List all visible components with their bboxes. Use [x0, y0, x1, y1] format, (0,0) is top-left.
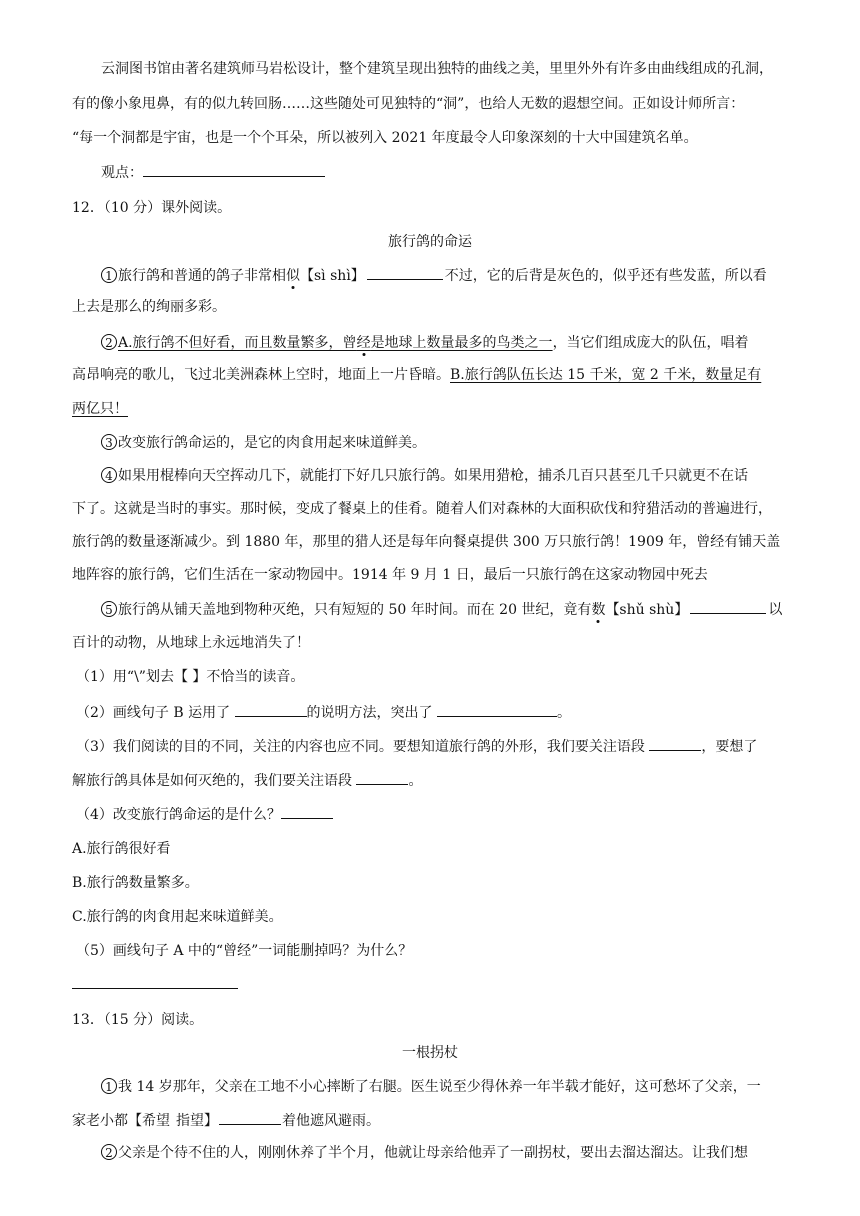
q12-p4-line-1 [101, 466, 841, 486]
q12-sub-2-text: （2）画线句子 B 运用了 [76, 705, 235, 721]
q12-option-a: A.旅行鸽很好看 [72, 841, 171, 857]
sentence-b-part-1: B.旅行鸽队伍长达 15 千米，宽 2 千米，数量足有 [450, 367, 762, 383]
q13-p1-blank[interactable] [219, 1110, 281, 1125]
q12-sub-3-blank-2[interactable] [356, 770, 408, 785]
q13-p1-text-2: 着他遮风避雨。 [282, 1113, 380, 1129]
q12-p2-line-2 [72, 365, 812, 385]
sentence-a-part-1: A.旅行鸽不但好看，而且数量繁多，曾 [118, 335, 357, 351]
q13-header: 13．（15 分）阅读。 [72, 1012, 204, 1028]
q12-sub-5: （5）画线句子 A 中的“曾经”一词能删掉吗？为什么？ [76, 943, 413, 959]
q12-p4-line-2: 下了。这就是当时的事实。那时候，变成了餐桌上的佳肴。随着人们对森林的大面积砍伐和狩猎活动的普遍进行， [72, 501, 772, 517]
q12-option-c: C.旅行鸽的肉食用起来味道鲜美。 [72, 909, 283, 925]
q13-title: 一根拐杖 [402, 1045, 458, 1061]
paragraph-number: 1 [101, 267, 117, 283]
q13-p1-line-2 [72, 1110, 812, 1131]
q12-p1-blank[interactable] [367, 265, 443, 280]
q12-p2-line-1 [101, 333, 841, 353]
q12-sub-4 [76, 804, 816, 825]
q12-sub-4-blank[interactable] [281, 804, 333, 819]
q12-p4-text: 如果用棍棒向天空挥动几下，就能打下好几只旅行鸽。如果用猎枪，捕杀几百只甚至几千只就更不在话 [118, 468, 748, 484]
q13-p2-line-1 [101, 1143, 841, 1163]
intro-line-3: “每一个洞都是宇宙，也是一个个耳朵，所以被列入 2021 年度最令人印象深刻的十大中国建筑名单。 [72, 130, 698, 146]
sentence-b-part-2: 两亿只！ [72, 401, 128, 417]
paragraph-number: 2 [101, 334, 117, 350]
q12-sub-3-text-3: 解旅行鸽具体是如何灭绝的，我们要关注语段 [72, 773, 357, 789]
q12-sub-3-blank-1[interactable] [649, 736, 701, 751]
viewpoint-row [101, 162, 841, 183]
q12-sub-3-text: （3）我们阅读的目的不同，关注的内容也应不同。要想知道旅行鸽的外形，我们要关注语段 [76, 739, 650, 755]
q12-sub-3-end: 。 [408, 773, 423, 789]
q12-sub-3-line-1 [76, 736, 816, 757]
q12-p2-rest: ，当它们组成庞大的队伍，唱着 [552, 335, 749, 351]
q12-p5-line-1 [101, 599, 841, 620]
pinyin-options: 【sì shì】 [300, 268, 365, 284]
paragraph-number: 2 [101, 1144, 117, 1160]
intro-line-2: 有的像小象甩鼻，有的似九转回肠……这些随处可见独特的“洞”，也给人无数的遐想空间。正如设计师所言： [72, 96, 745, 112]
q13-p1-line-1 [101, 1077, 841, 1097]
q13-word-option-2: 指望】 [176, 1113, 218, 1129]
q12-p5-text-2: 以 [768, 602, 783, 618]
q12-p1-line-2: 上去是那么的绚丽多彩。 [72, 299, 226, 315]
q12-p5-blank[interactable] [690, 599, 766, 614]
paragraph-number: 3 [101, 434, 117, 450]
paragraph-number: 5 [101, 601, 117, 617]
q12-p1-line-1 [101, 265, 841, 286]
q12-sub-5-answer-line[interactable] [72, 988, 238, 989]
q13-p1-text: 我 14 岁那年，父亲在工地不小心摔断了右腿。医生说至少得休养一年半载才能好，这可愁坏了父亲，一 [118, 1079, 761, 1095]
q12-p2-plain: 高昂响亮的歌儿，飞过北美洲森林上空时，地面上一片昏暗。 [72, 367, 450, 383]
q13-p2-text: 父亲是个待不住的人，刚刚休养了半个月，他就让母亲给他弄了一副拐杖，要出去溜达溜达。让我们想 [118, 1145, 748, 1161]
q12-sub-2 [76, 702, 816, 723]
q12-p1-text-2: 不过，它的后背是灰色的，似乎还有些发蓝，所以看 [444, 268, 767, 284]
q12-header: 12．（10 分）课外阅读。 [72, 200, 232, 216]
paragraph-number: 4 [101, 467, 117, 483]
q12-p3-text: 改变旅行鸽命运的，是它的肉食用起来味道鲜美。 [118, 435, 426, 451]
q12-sub-3-line-2 [72, 770, 812, 791]
dotted-char: 数 [591, 602, 606, 618]
q13-word-option-1: 家老小都【希望 [72, 1113, 170, 1129]
q12-title: 旅行鸽的命运 [388, 234, 472, 250]
q12-sub-2-end: 。 [557, 705, 571, 721]
q12-sub-1: （1）用“\”划去【 】不恰当的读音。 [76, 669, 305, 685]
sentence-a-dotted-char: 经 [356, 335, 371, 351]
q12-p2-line-3 [72, 399, 812, 419]
pinyin-options: 【shǔ shù】 [605, 602, 689, 618]
dotted-char: 似 [286, 268, 300, 284]
q12-p4-line-4: 地阵容的旅行鸽，它们生活在一家动物园中。1914 年 9 月 1 日，最后一只旅行鸽在这家动物园中死去 [72, 567, 708, 583]
q12-p1-text: 旅行鸽和普通的鸽子非常相 [118, 268, 286, 284]
q12-sub-4-text: （4）改变旅行鸽命运的是什么？ [76, 807, 281, 823]
q12-p5-text: 旅行鸽从铺天盖地到物种灭绝，只有短短的 50 年时间。而在 20 世纪，竟有 [118, 602, 592, 618]
q12-sub-3-text-2: ，要想了 [701, 739, 758, 755]
intro-line-1: 云洞图书馆由著名建筑师马岩松设计，整个建筑呈现出独特的曲线之美，里里外外有许多由曲线组成的孔洞， [101, 61, 773, 77]
sentence-a-part-2: 是地球上数量最多的鸟类之一 [370, 335, 553, 351]
q12-sub-2-text-2: 的说明方法，突出了 [306, 705, 437, 721]
q12-p4-line-3: 旅行鸽的数量逐渐减少。到 1880 年，那里的猎人还是每年向餐桌提供 300 万只旅行鸽！1909 年，曾经有铺天盖 [72, 534, 781, 550]
q12-p3 [101, 433, 841, 453]
q12-sub-2-blank-2[interactable] [437, 702, 557, 717]
q12-sub-2-blank-1[interactable] [235, 702, 307, 717]
viewpoint-answer-blank[interactable] [143, 162, 325, 177]
q12-option-b: B.旅行鸽数量繁多。 [72, 875, 199, 891]
q12-p5-line-2: 百计的动物，从地球上永远地消失了！ [72, 635, 310, 651]
paragraph-number: 1 [101, 1078, 117, 1094]
viewpoint-label: 观点： [101, 165, 143, 181]
